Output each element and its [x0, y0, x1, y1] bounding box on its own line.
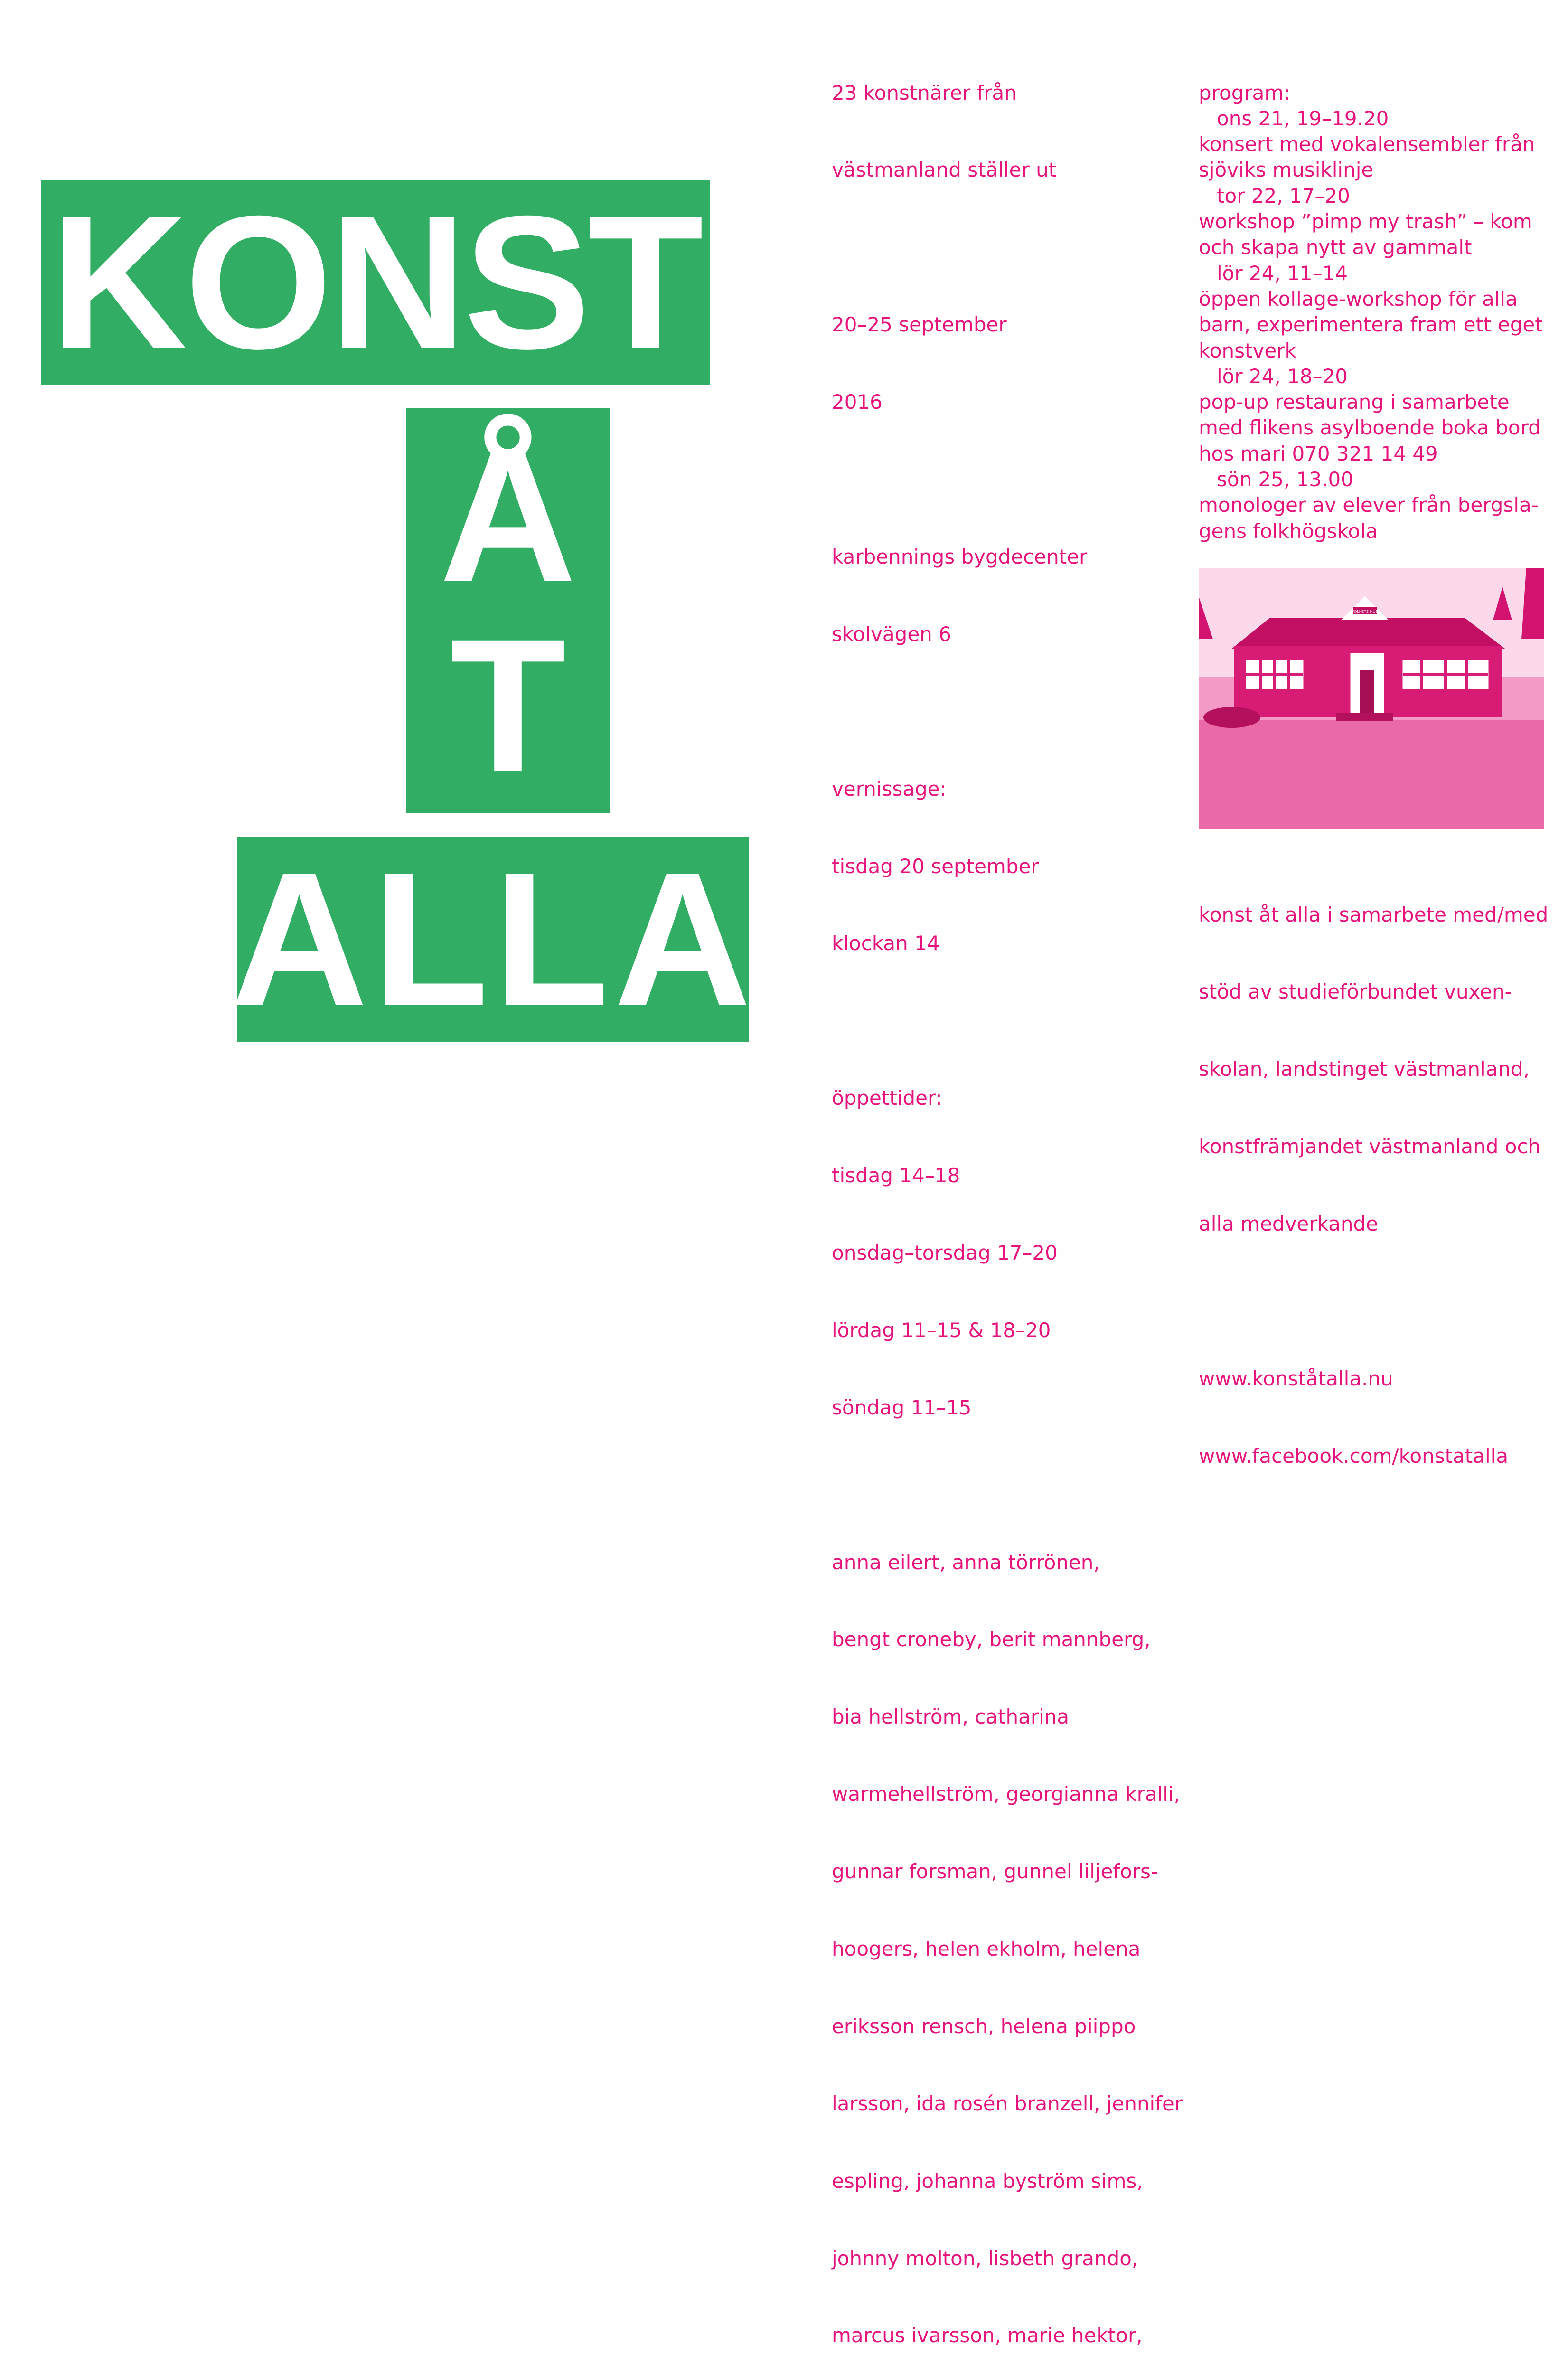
- title-alla: ALLA: [230, 833, 756, 1045]
- hours-line: tisdag 14–18: [832, 1164, 960, 1187]
- support-block: [1199, 850, 1548, 1495]
- title-konst: KONST: [50, 176, 701, 388]
- support-line: konst åt alla i samarbete med/med: [1199, 903, 1549, 926]
- title-a-ring: Å: [439, 409, 577, 622]
- venue-photo: [1199, 568, 1544, 829]
- program-line: gens folkhögskola: [1199, 519, 1378, 543]
- support-line: konstfrämjandet västmanland och: [1199, 1135, 1541, 1159]
- date-line: 20–25 september: [832, 313, 1007, 337]
- program-date-line: lör 24, 18–20: [1217, 364, 1348, 388]
- date-line: 2016: [832, 390, 883, 414]
- program-line: workshop ”pimp my trash” – kom: [1199, 210, 1532, 234]
- artists-line: warmehellström, georgianna kralli,: [832, 1782, 1180, 1806]
- artists-line: espling, johanna byström sims,: [832, 2169, 1143, 2193]
- support-line: skolan, landstinget västmanland,: [1199, 1057, 1530, 1081]
- support-line: alla medverkande: [1199, 1212, 1378, 1236]
- program-date-line: ons 21, 19–19.20: [1217, 106, 1389, 130]
- program-line: monologer av elever från bergsla-: [1199, 493, 1539, 517]
- artists-line: bia hellström, catharina: [832, 1705, 1070, 1729]
- vernissage-line: klockan 14: [832, 932, 940, 955]
- facebook-link[interactable]: www.facebook.com/konstatalla: [1199, 1444, 1509, 1468]
- program-line: pop-up restaurang i samarbete: [1199, 390, 1510, 414]
- artists-line: johnny molton, lisbeth grando,: [832, 2246, 1138, 2270]
- intro-line: västmanland ställer ut: [832, 158, 1057, 182]
- artists-line: eriksson rensch, helena piippo: [832, 2014, 1136, 2038]
- title-block-at: [406, 408, 610, 813]
- program-line: barn, experimentera fram ett eget: [1199, 313, 1543, 337]
- program-line: konstverk: [1199, 339, 1296, 362]
- program-list: [1199, 80, 1543, 544]
- title-t: T: [450, 599, 566, 811]
- hours-line: onsdag–torsdag 17–20: [832, 1241, 1058, 1264]
- artists-line: bengt croneby, berit mannberg,: [832, 1628, 1151, 1651]
- artists-line: marcus ivarsson, marie hektor,: [832, 2324, 1143, 2347]
- program-date-line: lör 24, 11–14: [1217, 261, 1348, 285]
- website-link[interactable]: www.konståtalla.nu: [1199, 1366, 1393, 1390]
- vernissage-line: tisdag 20 september: [832, 854, 1039, 878]
- building-sign: FOLKETS HUS: [1352, 610, 1378, 614]
- program-date-line: sön 25, 13.00: [1217, 468, 1353, 491]
- support-line: stöd av studieförbundet vuxen-: [1199, 980, 1512, 1004]
- program-line: med flikens asylboende boka bord: [1199, 416, 1541, 440]
- program-line: öppen kollage-workshop för alla: [1199, 287, 1518, 311]
- program-line: hos mari 070 321 14 49: [1199, 442, 1438, 465]
- venue-line: skolvägen 6: [832, 622, 951, 646]
- title-block-konst: [41, 176, 710, 388]
- vernissage-line: vernissage:: [832, 777, 947, 801]
- title-block-alla: [230, 833, 756, 1045]
- program-date-line: tor 22, 17–20: [1217, 184, 1350, 207]
- intro-line: 23 konstnärer från: [832, 81, 1017, 104]
- hours-line: söndag 11–15: [832, 1395, 972, 1419]
- program-line: och skapa nytt av gammalt: [1199, 236, 1472, 259]
- artists-line: larsson, ida rosén branzell, jennifer: [832, 2091, 1183, 2115]
- artists-line: gunnar forsman, gunnel liljefors-: [832, 1860, 1158, 1884]
- program-line: program:: [1199, 81, 1291, 104]
- info-column-left: [832, 28, 1188, 2374]
- artists-line: anna eilert, anna törrönen,: [832, 1550, 1100, 1574]
- hours-line: öppettider:: [832, 1086, 942, 1110]
- program-line: konsert med vokalensembler från: [1199, 132, 1535, 156]
- hours-line: lördag 11–15 & 18–20: [832, 1318, 1051, 1342]
- venue-line: karbennings bygdecenter: [832, 545, 1088, 568]
- artists-line: hoogers, helen ekholm, helena: [832, 1937, 1141, 1960]
- program-line: sjöviks musiklinje: [1199, 158, 1374, 182]
